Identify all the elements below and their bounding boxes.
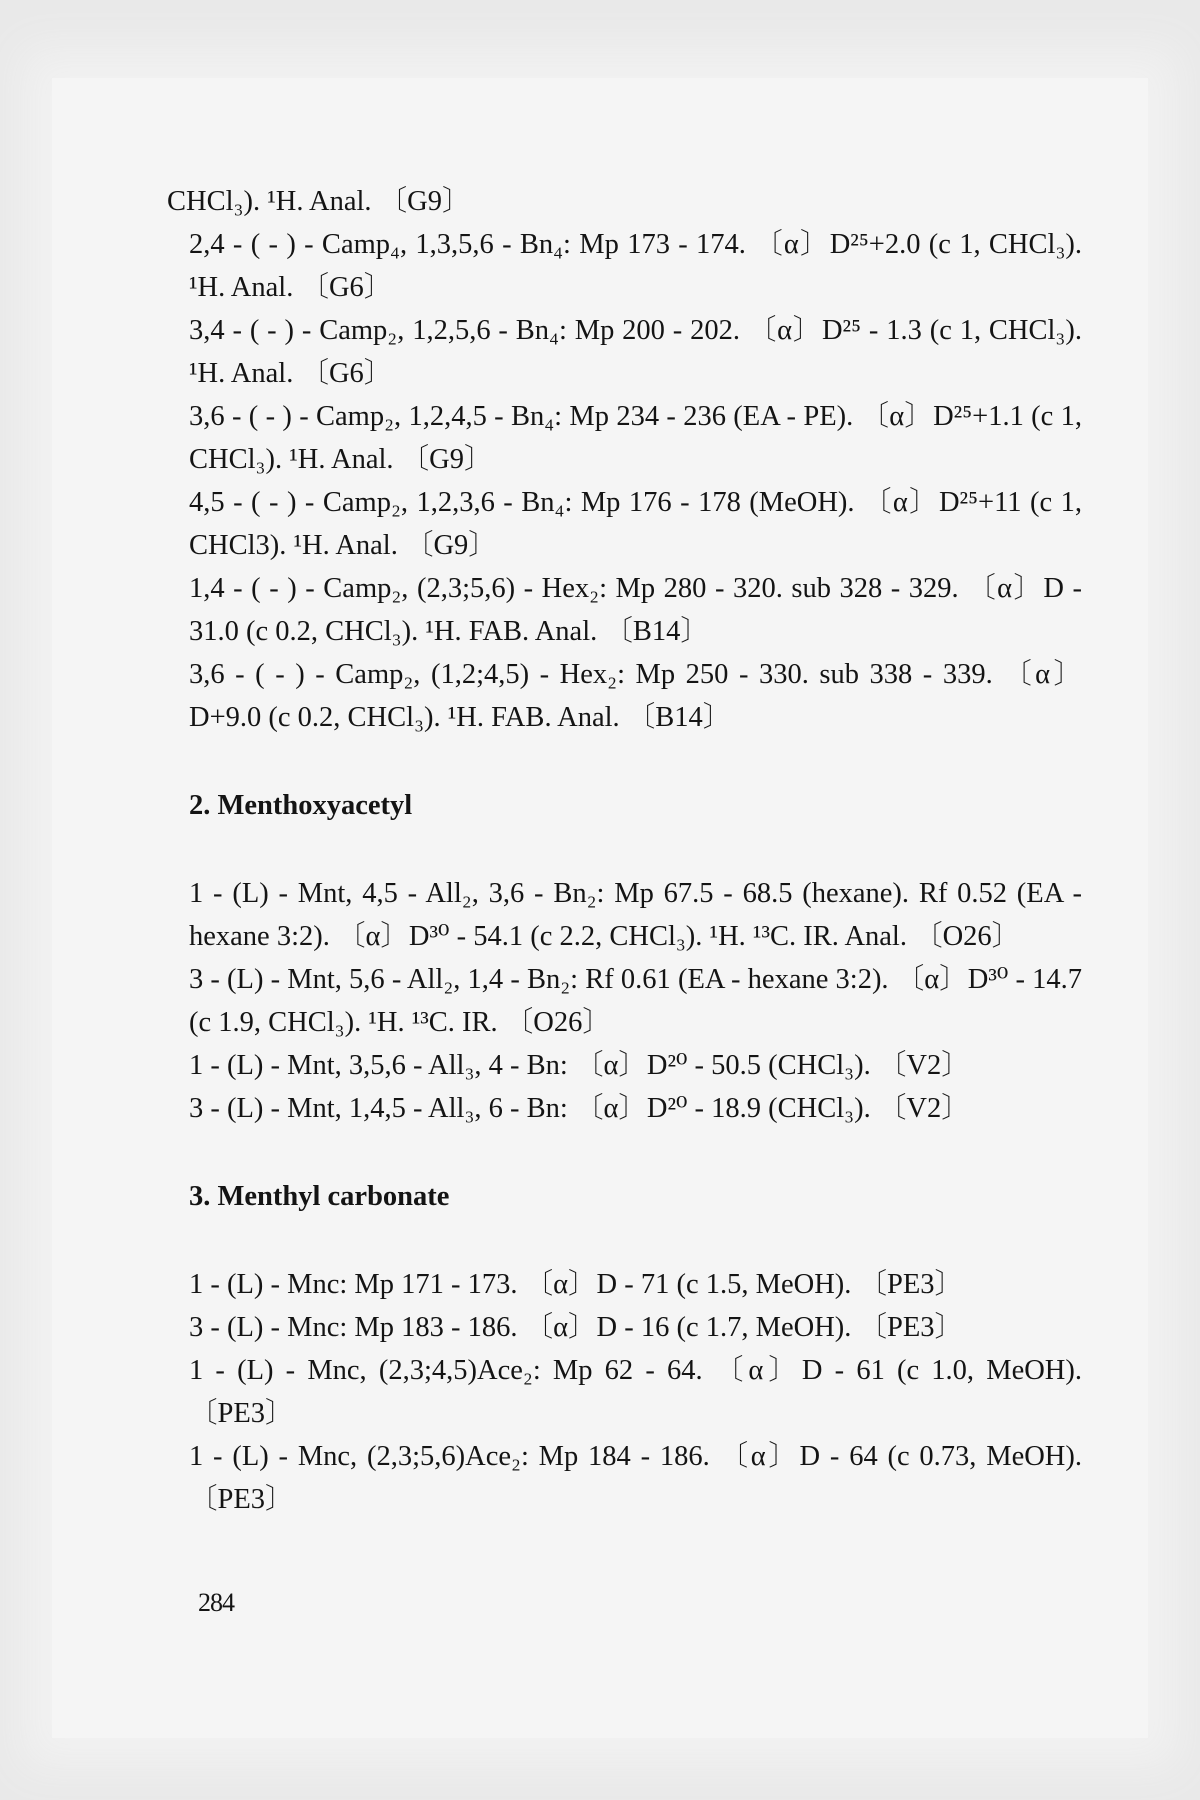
compound-entry: 1 - (L) - Mnc, (2,3;5,6)Ace₂: Mp 184 - 186. 〔α〕D - 64 (c 0.73, MeOH). 〔PE3〕 <box>189 1441 1082 1515</box>
book-page <box>52 78 1148 1738</box>
page-number: 284 <box>198 1588 234 1617</box>
compound-entry: 1,4 - ( - ) - Camp₂, (2,3;5,6) - Hex₂: Mp 280 - 320. sub 328 - 329. 〔α〕D - 31.0 (c 0.2, CHCl₃). ¹H. FAB. Anal. 〔B14〕 <box>189 573 1082 647</box>
compound-entry: 4,5 - ( - ) - Camp₂, 1,2,3,6 - Bn₄: Mp 176 - 178 (MeOH). 〔α〕D²⁵+11 (c 1, CHCl3). ¹H. Anal. 〔G9〕 <box>189 487 1082 561</box>
compound-entry: 3,4 - ( - ) - Camp₂, 1,2,5,6 - Bn₄: Mp 200 - 202. 〔α〕D²⁵ - 1.3 (c 1, CHCl₃). ¹H. Anal. 〔G6〕 <box>189 315 1082 389</box>
compound-entry: 1 - (L) - Mnt, 4,5 - All₂, 3,6 - Bn₂: Mp 67.5 - 68.5 (hexane). Rf 0.52 (EA - hexane 3:2). 〔α〕D³⁰ - 54.1 (c 2.2, CHCl₃). ¹H. ¹³C. IR. Anal. 〔O26〕 <box>189 878 1082 952</box>
compound-entry: 3,6 - ( - ) - Camp₂, 1,2,4,5 - Bn₄: Mp 234 - 236 (EA - PE). 〔α〕D²⁵+1.1 (c 1, CHCl₃). ¹H. Anal. 〔G9〕 <box>189 401 1082 475</box>
compound-entry: 3 - (L) - Mnt, 5,6 - All₂, 1,4 - Bn₂: Rf 0.61 (EA - hexane 3:2). 〔α〕D³⁰ - 14.7 (c 1.9, CHCl₃). ¹H. ¹³C. IR. 〔O26〕 <box>189 964 1082 1038</box>
compound-entry: 1 - (L) - Mnt, 3,5,6 - All₃, 4 - Bn: 〔α〕D²⁰ - 50.5 (CHCl₃). 〔V2〕 <box>189 1050 970 1081</box>
text-column <box>167 180 1082 1521</box>
entry-continuation: CHCl₃). ¹H. Anal. 〔G9〕 <box>167 186 471 217</box>
compound-entry: 3,6 - ( - ) - Camp₂, (1,2;4,5) - Hex₂: Mp 250 - 330. sub 338 - 339. 〔α〕D+9.0 (c 0.2, CHCl₃). ¹H. FAB. Anal. 〔B14〕 <box>189 659 1082 733</box>
section-heading-menthoxyacetyl: 2. Menthoxyacetyl <box>189 790 413 821</box>
compound-entry: 3 - (L) - Mnc: Mp 183 - 186. 〔α〕D - 16 (c 1.7, MeOH). 〔PE3〕 <box>189 1312 964 1343</box>
compound-entry: 2,4 - ( - ) - Camp₄, 1,3,5,6 - Bn₄: Mp 173 - 174. 〔α〕D²⁵+2.0 (c 1, CHCl₃). ¹H. Anal. 〔G6〕 <box>189 229 1082 303</box>
compound-entry: 1 - (L) - Mnc: Mp 171 - 173. 〔α〕D - 71 (c 1.5, MeOH). 〔PE3〕 <box>189 1269 964 1300</box>
section-heading-menthyl-carbonate: 3. Menthyl carbonate <box>189 1181 450 1212</box>
compound-entry: 1 - (L) - Mnc, (2,3;4,5)Ace₂: Mp 62 - 64. 〔α〕D - 61 (c 1.0, MeOH). 〔PE3〕 <box>189 1355 1082 1429</box>
compound-entry: 3 - (L) - Mnt, 1,4,5 - All₃, 6 - Bn: 〔α〕D²⁰ - 18.9 (CHCl₃). 〔V2〕 <box>189 1093 970 1124</box>
